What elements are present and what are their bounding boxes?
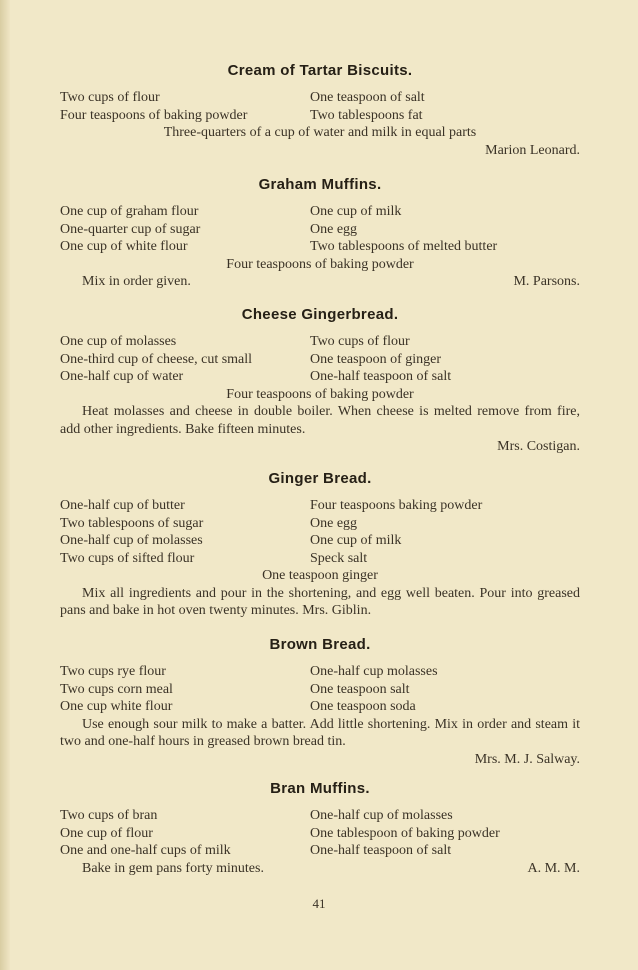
recipe-title: Cream of Tartar Biscuits.	[227, 62, 413, 79]
ingredient-row	[60, 333, 580, 351]
ingredient-left: One-half cup of molasses	[60, 533, 203, 548]
ingredient-right: One teaspoon of ginger	[310, 351, 442, 367]
ingredient-center: Four teaspoons of baking powder	[226, 256, 414, 272]
ingredient-row	[60, 807, 580, 825]
ingredient-left: One-quarter cup of sugar	[60, 221, 201, 237]
directions-author-line	[60, 860, 580, 878]
recipe-title: Bran Muffins.	[270, 780, 370, 797]
ingredient-left: One cup of flour	[60, 825, 153, 841]
directions-author-line	[60, 273, 580, 291]
ingredient-left: One cup white flour	[60, 699, 173, 714]
ingredient-left: One and one-half cups of milk	[60, 843, 231, 858]
ingredient-row	[60, 238, 580, 256]
recipe-author: A. M. M.	[527, 860, 580, 876]
page-number: 41	[312, 896, 326, 911]
ingredient-row	[60, 825, 580, 843]
recipe-author: M. Parsons.	[513, 274, 580, 289]
ingredient-center: Three-quarters of a cup of water and milk in equal parts	[163, 125, 477, 140]
ingredient-row	[60, 351, 580, 369]
ingredient-right: Two tablespoons fat	[310, 107, 423, 123]
ingredient-left: One cup of molasses	[60, 334, 177, 349]
ingredient-center: Four teaspoons of baking powder	[226, 386, 414, 402]
recipe-title: Ginger Bread.	[268, 470, 372, 487]
ingredient-left: Two cups rye flour	[60, 664, 166, 679]
ingredient-left: Four teaspoons of baking powder	[60, 107, 248, 123]
ingredient-row	[60, 368, 580, 386]
ingredient-left: Two cups of sifted flour	[60, 550, 195, 566]
ingredient-left: One cup of graham flour	[60, 204, 199, 219]
recipe-author: Mrs. M. J. Salway.	[474, 751, 580, 767]
ingredient-right: One egg	[310, 221, 358, 237]
ingredient-right: One-half teaspoon of salt	[310, 843, 452, 858]
ingredient-row	[60, 497, 580, 515]
ingredient-row	[60, 221, 580, 239]
ingredient-right: One egg	[310, 515, 358, 531]
recipe-brown-bread	[60, 636, 580, 768]
ingredient-row	[60, 681, 580, 699]
ingredient-right: One tablespoon of baking powder	[310, 825, 500, 841]
ingredient-left: Two tablespoons of sugar	[60, 515, 204, 531]
recipe-title: Cheese Gingerbread.	[241, 306, 399, 323]
recipe-title: Brown Bread.	[269, 636, 371, 653]
ingredient-right: Two tablespoons of melted butter	[310, 239, 498, 254]
ingredient-left: Two cups corn meal	[60, 681, 173, 697]
recipe-cheese-gingerbread	[60, 306, 580, 456]
ingredient-right: One-half teaspoon of salt	[310, 369, 452, 384]
ingredient-list	[60, 333, 580, 403]
recipe-cream-of-tartar-biscuits	[60, 62, 580, 159]
ingredient-list	[60, 203, 580, 273]
ingredient-right: Speck salt	[310, 550, 368, 566]
ingredient-row	[60, 550, 580, 568]
recipe-directions: Heat molasses and cheese in double boiler. When cheese is melted remove from fire, add other ingredients. Bake fifteen minutes.	[60, 404, 580, 437]
recipe-directions: Mix all ingredients and pour in the shortening, and egg well beaten. Pour into greased pans and bake in hot oven twenty minutes. Mrs. Giblin.	[60, 585, 580, 618]
ingredient-row	[60, 89, 580, 107]
ingredient-row	[60, 203, 580, 221]
recipe-graham-muffins	[60, 176, 580, 291]
ingredient-row	[60, 663, 580, 681]
recipe-ginger-bread	[60, 470, 580, 620]
ingredient-row	[60, 698, 580, 716]
ingredient-right: Two cups of flour	[310, 334, 410, 349]
ingredient-right: Four teaspoons baking powder	[310, 498, 483, 513]
ingredient-left: Two cups of flour	[60, 90, 160, 105]
ingredient-list	[60, 663, 580, 716]
recipe-author: Mrs. Costigan.	[497, 439, 580, 454]
ingredient-row	[60, 107, 580, 125]
ingredient-left: One-half cup of butter	[60, 498, 185, 513]
recipe-directions: Mix in order given.	[82, 274, 191, 289]
recipe-bran-muffins	[60, 780, 580, 877]
ingredient-row	[60, 515, 580, 533]
ingredient-right: One-half cup of molasses	[310, 808, 453, 823]
recipe-author: Marion Leonard.	[485, 142, 580, 158]
ingredient-right: One cup of milk	[310, 533, 402, 548]
ingredient-list	[60, 89, 580, 142]
recipe-directions: Use enough sour milk to make a batter. Add little shortening. Mix in order and steam it two and one-half hours in greased brown bread tin.	[60, 716, 580, 749]
ingredient-right: One teaspoon salt	[310, 681, 410, 697]
ingredient-row	[60, 842, 580, 860]
ingredient-left: Two cups of bran	[60, 808, 158, 823]
ingredient-right: One teaspoon soda	[310, 699, 416, 714]
ingredient-right: One cup of milk	[310, 204, 402, 219]
ingredient-row	[60, 532, 580, 550]
ingredient-right: One teaspoon of salt	[310, 90, 425, 105]
ingredient-right: One-half cup molasses	[310, 664, 438, 679]
ingredient-left: One cup of white flour	[60, 239, 188, 254]
ingredient-list	[60, 807, 580, 860]
recipe-title: Graham Muffins.	[258, 176, 382, 193]
ingredient-left: One-half cup of water	[60, 369, 184, 384]
ingredient-left: One-third cup of cheese, cut small	[60, 351, 253, 367]
recipe-directions: Bake in gem pans forty minutes.	[82, 860, 264, 876]
ingredient-center: One teaspoon ginger	[262, 568, 378, 583]
ingredient-list	[60, 497, 580, 585]
